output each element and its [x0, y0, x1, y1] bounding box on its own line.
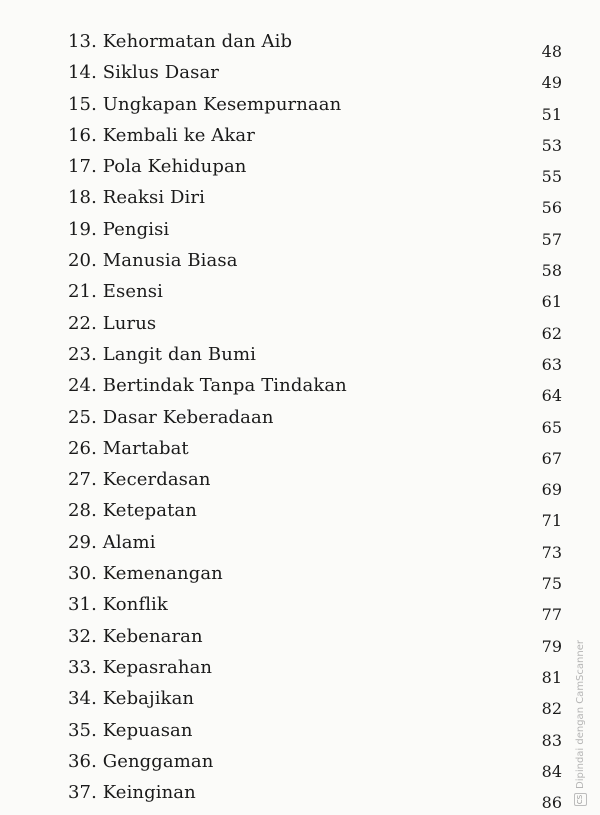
toc-entry-title: 18. Reaksi Diri: [68, 187, 205, 209]
toc-entry-title: 23. Langit dan Bumi: [68, 343, 256, 365]
toc-entry-title: 32. Kebenaran: [68, 625, 203, 647]
toc-entry-page: 81: [541, 667, 562, 687]
toc-entry-page: 55: [541, 167, 562, 187]
toc-entry-title: 36. Genggaman: [68, 750, 214, 772]
toc-entry-33: [68, 652, 568, 687]
toc-entry-page: 73: [541, 542, 562, 562]
toc-entry-title: 21. Esensi: [68, 281, 163, 303]
toc-entry-title: 22. Lurus: [68, 312, 157, 334]
toc-entry-page: 61: [541, 292, 562, 312]
toc-entry-page: 58: [541, 261, 562, 281]
toc-entry-29: [68, 527, 568, 562]
toc-entry-19: [68, 214, 568, 249]
toc-entry-30: [68, 558, 568, 594]
watermark-text: Dipindai dengan CamScanner: [575, 640, 586, 789]
toc-entry-title: 16. Kembali ke Akar: [68, 124, 255, 146]
toc-entry-page: 79: [541, 636, 562, 656]
toc-entry-title: 26. Martabat: [68, 437, 189, 459]
scanner-watermark: [574, 640, 587, 806]
toc-entry-title: 30. Kemenangan: [68, 563, 223, 585]
toc-entry-title: 17. Pola Kehidupan: [68, 156, 247, 178]
toc-entry-page: 48: [541, 42, 562, 61]
toc-entry-title: 35. Kepuasan: [68, 719, 193, 741]
toc-entry-26: [68, 433, 568, 468]
toc-entry-page: 51: [541, 104, 562, 124]
toc-entry-15: [68, 89, 568, 124]
toc-entry-13: [68, 26, 568, 61]
toc-entry-page: 67: [541, 448, 562, 468]
toc-entry-27: [68, 464, 568, 500]
toc-entry-title: 15. Ungkapan Kesempurnaan: [68, 93, 342, 115]
camscanner-logo-icon: CS: [574, 793, 587, 806]
toc-entry-page: 71: [541, 511, 562, 531]
toc-entry-page: 69: [541, 480, 562, 500]
toc-entry-page: 63: [541, 354, 562, 374]
toc-entry-17: [68, 151, 568, 187]
toc-entry-title: 31. Konflik: [68, 594, 168, 616]
toc-entry-22: [68, 308, 568, 343]
toc-entry-28: [68, 495, 568, 531]
toc-entry-page: 75: [541, 574, 562, 594]
toc-entry-title: 25. Dasar Keberadaan: [68, 406, 274, 428]
toc-entry-title: 19. Pengisi: [68, 218, 170, 240]
toc-entry-page: 86: [541, 793, 562, 813]
toc-entry-36: [68, 746, 568, 781]
toc-entry-page: 83: [541, 730, 562, 750]
toc-entry-title: 29. Alami: [68, 531, 156, 553]
toc-entry-title: 34. Kebajikan: [68, 688, 195, 710]
toc-entry-35: [68, 715, 568, 750]
toc-entry-16: [68, 120, 568, 155]
toc-entry-23: [68, 339, 568, 374]
toc-entry-title: 33. Kepasrahan: [68, 656, 213, 678]
toc-entry-32: [68, 621, 568, 656]
toc-entry-37: [68, 777, 568, 813]
toc-entry-page: 49: [541, 73, 562, 93]
toc-entry-page: 84: [541, 761, 562, 781]
toc-entry-title: 27. Kecerdasan: [68, 469, 211, 491]
toc-entry-page: 65: [541, 417, 562, 437]
toc-entry-page: 77: [541, 605, 562, 625]
toc-entry-title: 13. Kehormatan dan Aib: [68, 31, 293, 52]
toc-entry-31: [68, 589, 568, 625]
toc-entry-title: 14. Siklus Dasar: [68, 62, 219, 84]
toc-entry-title: 24. Bertindak Tanpa Tindakan: [68, 375, 347, 397]
toc-entry-page: 57: [541, 229, 562, 249]
toc-entry-page: 82: [541, 699, 562, 719]
table-of-contents: [68, 26, 568, 813]
toc-entry-page: 62: [541, 323, 562, 343]
toc-entry-page: 53: [541, 135, 562, 155]
toc-entry-title: 28. Ketepatan: [68, 500, 197, 522]
toc-entry-34: [68, 683, 568, 719]
toc-entry-24: [68, 370, 568, 406]
toc-entry-page: 56: [541, 198, 562, 218]
toc-entry-18: [68, 182, 568, 218]
toc-entry-title: 20. Manusia Biasa: [68, 250, 238, 272]
toc-entry-21: [68, 276, 568, 312]
toc-entry-page: 64: [541, 386, 562, 406]
toc-entry-14: [68, 57, 568, 93]
toc-entry-20: [68, 245, 568, 281]
toc-entry-25: [68, 402, 568, 437]
toc-entry-title: 37. Keinginan: [68, 782, 196, 804]
